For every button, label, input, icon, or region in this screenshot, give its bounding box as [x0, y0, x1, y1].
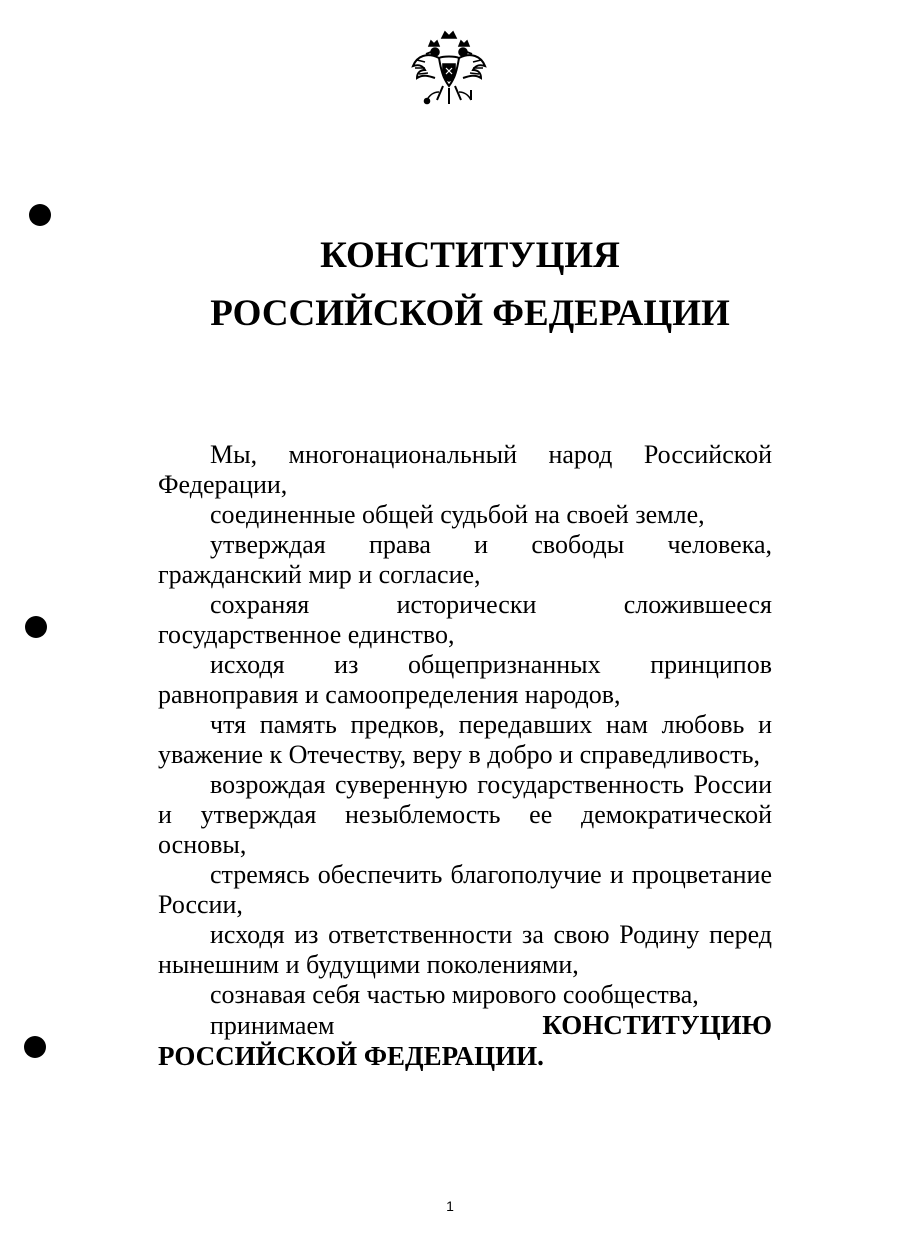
- punch-hole-top: [29, 204, 51, 226]
- punch-hole-bottom: [24, 1036, 46, 1058]
- preamble-paragraph: соединенные общей судьбой на своей земле,: [210, 500, 705, 529]
- preamble-paragraph: возрождая суверенную государственность России и утверждая незыблемость ее демократической основы,: [158, 770, 772, 859]
- preamble-paragraph: исходя из ответственности за свою Родину перед нынешним и будущими поколениями,: [158, 920, 772, 979]
- coat-of-arms-icon: [409, 26, 489, 112]
- document-title-line-1: КОНСТИТУЦИЯ: [320, 235, 620, 276]
- preamble-paragraph: сознавая себя частью мирового сообщества,: [210, 980, 699, 1009]
- closing-emphasis: КОНСТИТУЦИЮ РОССИЙСКОЙ ФЕДЕРАЦИИ.: [158, 1010, 772, 1071]
- preamble-paragraph: Мы, многонациональный народ Российской Федерации,: [158, 440, 772, 499]
- document-title-line-2: РОССИЙСКОЙ ФЕДЕРАЦИИ: [210, 293, 730, 334]
- preamble-paragraph: чтя память предков, передавших нам любовь и уважение к Отечеству, веру в добро и справедливость,: [158, 710, 772, 769]
- punch-hole-middle: [25, 616, 47, 638]
- preamble-paragraph: утверждая права и свободы человека, гражданский мир и согласие,: [158, 530, 772, 589]
- preamble-paragraph: сохраняя исторически сложившееся государственное единство,: [158, 590, 772, 649]
- preamble-closing: [158, 1010, 772, 1072]
- preamble: [158, 440, 772, 1072]
- page-number: 1: [446, 1198, 454, 1214]
- preamble-paragraph: стремясь обеспечить благополучие и процветание России,: [158, 860, 772, 919]
- closing-lead: принимаем: [210, 1011, 335, 1040]
- preamble-paragraph: исходя из общепризнанных принципов равноправия и самоопределения народов,: [158, 650, 772, 709]
